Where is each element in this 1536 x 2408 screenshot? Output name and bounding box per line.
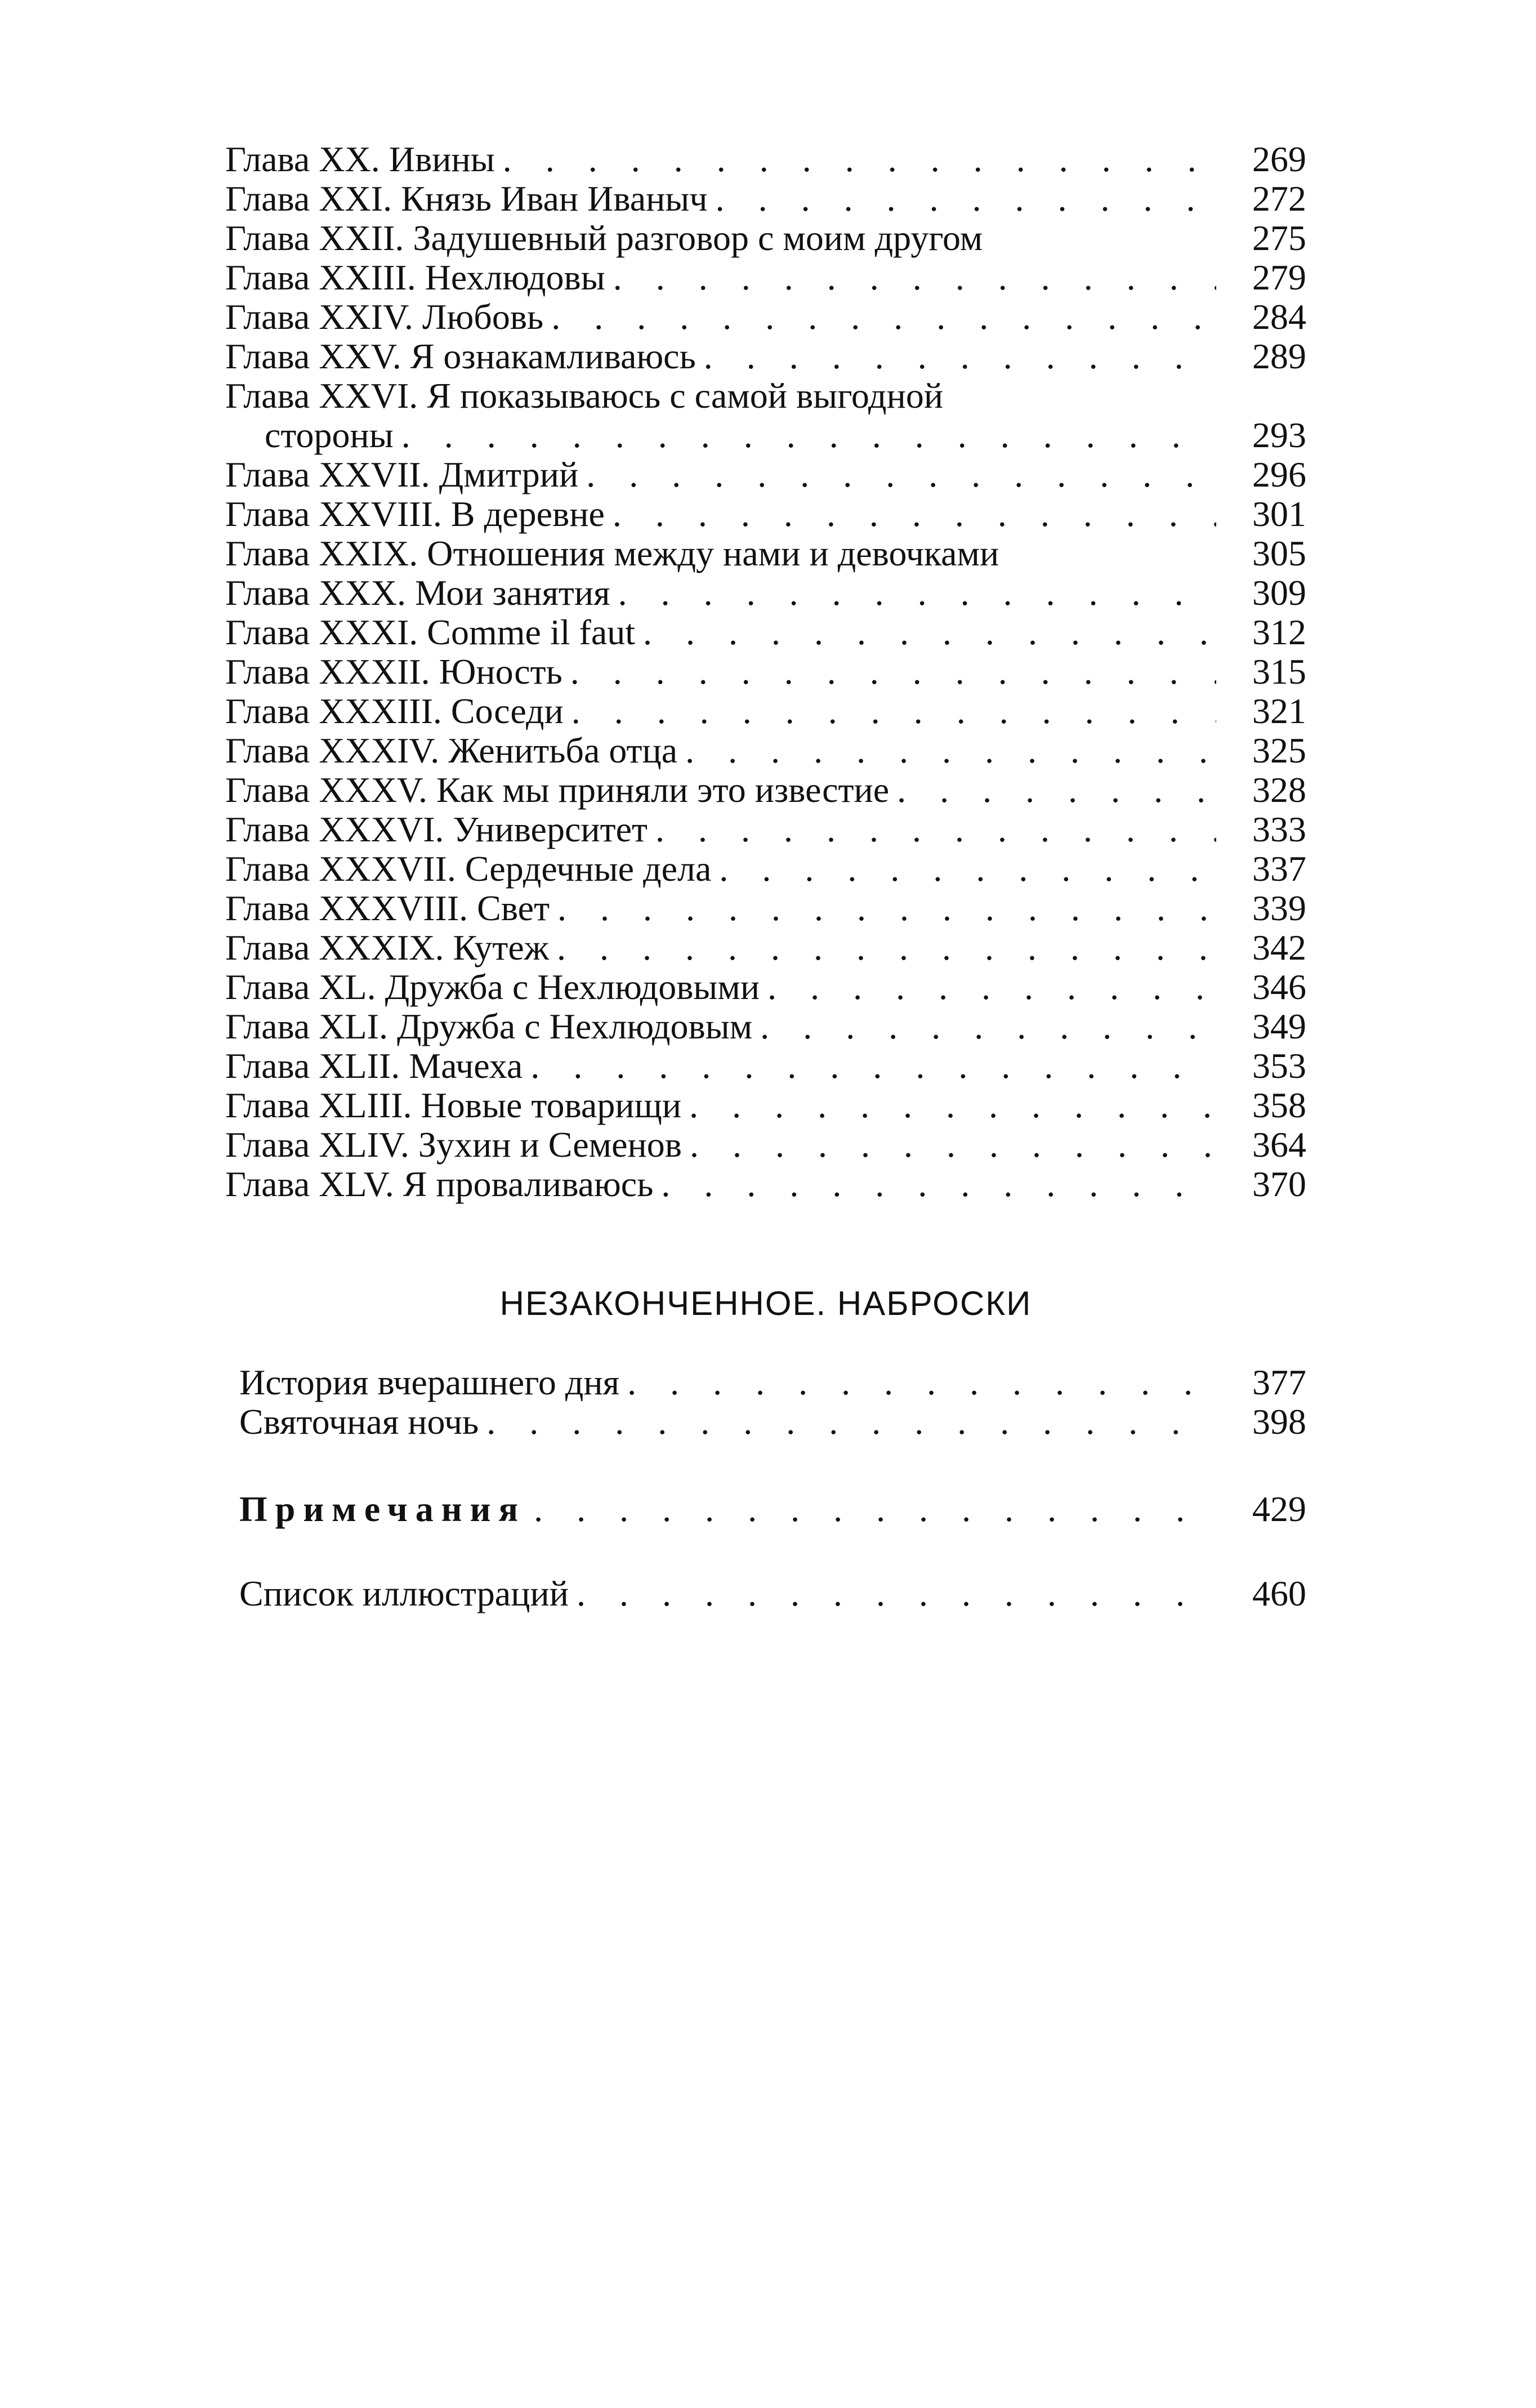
toc-entry-title: Глава XXXV. Как мы приняли это известие (225, 770, 890, 810)
dot-leader (655, 810, 1216, 849)
toc-entry (225, 928, 1306, 967)
toc-entry (225, 1007, 1306, 1046)
section-heading: НЕЗАКОНЧЕННОЕ. НАБРОСКИ (499, 1285, 1032, 1322)
toc-entry-title: Глава XXXIV. Женитьба отца (225, 730, 678, 770)
toc-entry (239, 1363, 1306, 1402)
toc-entry-page: 309 (1252, 573, 1306, 613)
toc-entry-page: 358 (1252, 1085, 1306, 1125)
toc-entry (225, 967, 1306, 1007)
toc-entry-page: 325 (1252, 730, 1306, 770)
toc-entry-title: Глава XXVII. Дмитрий (225, 454, 579, 494)
toc-entry-title: Глава XLIV. Зухин и Семенов (225, 1125, 682, 1165)
toc-entry-title: Глава XLII. Мачеха (225, 1046, 523, 1086)
toc-entry-title: Глава XXXIX. Кутеж (225, 927, 549, 967)
dot-leader (557, 928, 1216, 967)
toc-entry (225, 179, 1306, 218)
toc-entry-page: 279 (1252, 257, 1306, 297)
toc-entry (225, 1125, 1306, 1165)
toc-entry-page: 293 (1252, 415, 1306, 455)
dot-leader (570, 652, 1216, 692)
toc-entry-page: 305 (1252, 533, 1306, 573)
toc-entry (225, 810, 1306, 849)
toc-entry-page: 429 (1252, 1489, 1306, 1529)
toc-entry (239, 1490, 1306, 1529)
toc-entry-page: 269 (1252, 139, 1306, 179)
dot-leader (690, 1125, 1216, 1165)
toc-entry-title: Глава XXVI. Я показываюсь с самой выгодной (225, 376, 944, 416)
dot-leader (534, 1490, 1216, 1529)
toc-entry (225, 652, 1306, 692)
toc-entry (225, 258, 1306, 297)
notes-entry-block (239, 1490, 1306, 1529)
dot-leader (503, 140, 1216, 179)
toc-entry-page: 333 (1252, 809, 1306, 849)
toc-entry-page: 289 (1252, 336, 1306, 376)
toc-entry (225, 1165, 1306, 1204)
toc-entry-page: 284 (1252, 297, 1306, 337)
dot-leader (897, 770, 1216, 810)
illustrations-entry-block (239, 1574, 1306, 1613)
toc-entry-page: 398 (1252, 1402, 1306, 1442)
toc-entry (225, 1046, 1306, 1086)
toc-entry-title: Глава XXXVI. Университет (225, 809, 648, 849)
toc-entry-title: Глава XX. Ивины (225, 139, 495, 179)
dot-leader (577, 1574, 1216, 1613)
toc-entry-title: Глава XL. Дружба с Нехлюдовыми (225, 967, 760, 1007)
dot-leader (760, 1007, 1216, 1046)
toc-entry (225, 692, 1306, 731)
toc-entry-page: 370 (1252, 1164, 1306, 1204)
toc-entry (225, 337, 1306, 376)
toc-entry-title: Глава XXXVII. Сердечные дела (225, 849, 712, 889)
unfinished-list (239, 1363, 1306, 1442)
dot-leader (716, 179, 1216, 218)
toc-entry-title: Список иллюстраций (239, 1573, 569, 1613)
dot-leader (486, 1402, 1216, 1442)
dot-leader (719, 849, 1216, 889)
toc-entry-page: 346 (1252, 967, 1306, 1007)
toc-entry-page: 301 (1252, 494, 1306, 534)
toc-entry-title: Глава XXIX. Отношения между нами и девочками (225, 533, 999, 573)
toc-entry (225, 534, 1306, 573)
toc-entry (225, 770, 1306, 810)
toc-entry-page: 342 (1252, 927, 1306, 967)
toc-entry-page: 349 (1252, 1006, 1306, 1046)
toc-entry-title: История вчерашнего дня (239, 1362, 620, 1402)
toc-entry-page: 337 (1252, 849, 1306, 889)
dot-leader (571, 692, 1216, 731)
toc-entry-page: 275 (1252, 218, 1306, 258)
toc-entry-title: стороны (265, 415, 394, 455)
toc-entry-title: Глава XXXII. Юность (225, 652, 562, 692)
toc-entry-page: 321 (1252, 691, 1306, 731)
toc-entry-page: 377 (1252, 1362, 1306, 1402)
toc-entry (225, 297, 1306, 337)
toc-entry (225, 573, 1306, 613)
toc-entry (225, 455, 1306, 494)
toc-entry-page: 460 (1252, 1573, 1306, 1613)
toc-entry-title: Глава XXII. Задушевный разговор с моим другом (225, 218, 983, 258)
dot-leader (557, 889, 1216, 928)
dot-leader (704, 337, 1216, 376)
toc-entry-title: Святочная ночь (239, 1402, 479, 1442)
toc-entry (225, 140, 1306, 179)
dot-leader (530, 1046, 1216, 1086)
toc-entry-title: Глава XXI. Князь Иван Иваныч (225, 179, 708, 218)
toc-entry (225, 889, 1306, 928)
toc-entry-continuation (225, 416, 1306, 455)
dot-leader (767, 967, 1216, 1007)
toc-entry-page: 339 (1252, 888, 1306, 928)
toc-entry (225, 849, 1306, 889)
toc-entry-page: 296 (1252, 454, 1306, 494)
toc-entry (239, 1402, 1306, 1442)
toc-entry (225, 731, 1306, 770)
dot-leader (586, 455, 1216, 494)
toc-entry (225, 376, 1306, 416)
dot-leader (613, 494, 1216, 534)
toc-entry-title: Глава XLIII. Новые товарищи (225, 1085, 682, 1125)
dot-leader (551, 297, 1216, 337)
toc-entry-title: Глава XXIII. Нехлюдовы (225, 257, 605, 297)
toc-entry-title: Глава XXXI. Comme il faut (225, 612, 635, 652)
toc-entry-title: Глава XXXVIII. Свет (225, 888, 550, 928)
dot-leader (627, 1363, 1216, 1402)
toc-entry-title: Глава XXV. Я ознакамливаюсь (225, 336, 696, 376)
toc-entry-title: Глава XXX. Мои занятия (225, 573, 610, 613)
toc-entry (225, 1086, 1306, 1125)
toc-entry (225, 218, 1306, 258)
table-of-contents (225, 140, 1306, 1204)
toc-entry-title: Примечания (239, 1489, 526, 1529)
dot-leader (685, 731, 1216, 770)
toc-entry-page: 328 (1252, 770, 1306, 810)
dot-leader (643, 613, 1216, 652)
toc-entry-page: 312 (1252, 612, 1306, 652)
toc-entry-title: Глава XXXIII. Соседи (225, 691, 564, 731)
toc-entry (239, 1574, 1306, 1613)
toc-entry-page: 315 (1252, 652, 1306, 692)
toc-entry-title: Глава XLI. Дружба с Нехлюдовым (225, 1006, 753, 1046)
toc-entry-title: Глава XXVIII. В деревне (225, 494, 605, 534)
toc-entry-page: 364 (1252, 1125, 1306, 1165)
toc-entry-page: 272 (1252, 179, 1306, 218)
dot-leader (401, 416, 1216, 455)
toc-entry-page: 353 (1252, 1046, 1306, 1086)
dot-leader (618, 573, 1216, 613)
toc-entry-title: Глава XLV. Я проваливаюсь (225, 1164, 654, 1204)
toc-entry-title: Глава XXIV. Любовь (225, 297, 544, 337)
toc-entry (225, 613, 1306, 652)
toc-entry (225, 494, 1306, 534)
dot-leader (661, 1165, 1216, 1204)
dot-leader (689, 1086, 1216, 1125)
dot-leader (613, 258, 1216, 297)
